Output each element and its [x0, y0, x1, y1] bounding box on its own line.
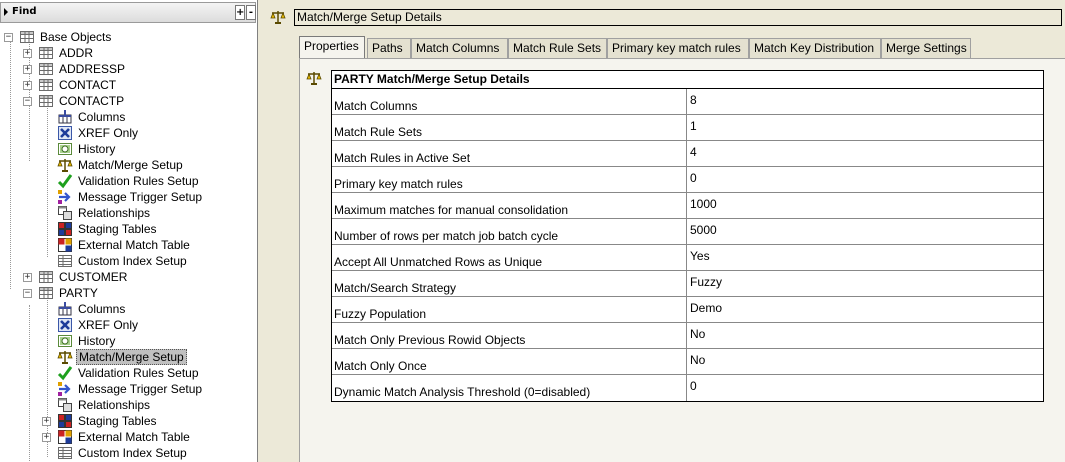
details-pane: [263, 0, 1065, 462]
history-icon: [57, 333, 73, 349]
property-value[interactable]: 8: [690, 93, 697, 107]
tree-label: Relationships: [78, 206, 151, 220]
table-icon: [38, 77, 54, 93]
expand-arrow-icon[interactable]: [4, 8, 8, 16]
property-name: Match/Search Strategy: [332, 271, 687, 296]
message-trigger-icon: [57, 381, 73, 397]
tree-label: XREF Only: [78, 318, 139, 332]
scales-icon: [306, 70, 322, 86]
collapse-toggle[interactable]: −: [5, 32, 12, 42]
property-name: Dynamic Match Analysis Threshold (0=disabled): [332, 375, 687, 401]
find-bar[interactable]: [0, 2, 256, 23]
tree-label: Message Trigger Setup: [78, 190, 203, 204]
tab-match-key-distribution[interactable]: Match Key Distribution: [749, 38, 881, 59]
table-icon: [38, 61, 54, 77]
property-name: Number of rows per match job batch cycle: [332, 219, 687, 244]
xref-icon: [57, 317, 73, 333]
staging-tables-icon: [57, 413, 73, 429]
table-row: [332, 141, 1043, 167]
property-name: Fuzzy Population: [332, 297, 687, 322]
tree-label: Custom Index Setup: [78, 446, 187, 460]
tree-label: Validation Rules Setup: [78, 366, 199, 380]
property-value[interactable]: 1000: [690, 197, 717, 211]
tree-label: Staging Tables: [78, 222, 157, 236]
expand-toggle[interactable]: +: [24, 48, 31, 58]
table-icon: [38, 285, 54, 301]
table-row: [332, 115, 1043, 141]
properties-panel: [299, 58, 1065, 462]
expand-all-button[interactable]: +: [236, 7, 245, 18]
tab-merge-settings[interactable]: Merge Settings: [881, 38, 971, 59]
table-row: [332, 349, 1043, 375]
expand-toggle[interactable]: +: [43, 416, 50, 426]
tree-label: PARTY: [59, 286, 98, 300]
index-icon: [57, 253, 73, 269]
tab-match-columns[interactable]: Match Columns: [411, 38, 508, 59]
index-icon: [57, 445, 73, 461]
page-title: Match/Merge Setup Details: [294, 9, 1062, 26]
tab-paths[interactable]: Paths: [367, 38, 411, 59]
external-match-icon: [57, 429, 73, 445]
history-icon: [57, 141, 73, 157]
tree-label: XREF Only: [78, 126, 139, 140]
staging-tables-icon: [57, 221, 73, 237]
xref-icon: [57, 125, 73, 141]
property-value[interactable]: 1: [690, 119, 697, 133]
property-name: Maximum matches for manual consolidation: [332, 193, 687, 218]
property-value[interactable]: 4: [690, 145, 697, 159]
tree-label: Relationships: [78, 398, 151, 412]
tree-label: Columns: [78, 110, 126, 124]
columns-icon: [57, 109, 73, 125]
scales-icon: [270, 9, 286, 25]
tree-label: CONTACT: [59, 78, 117, 92]
table-row: [332, 167, 1043, 193]
relationships-icon: [57, 397, 73, 413]
scales-icon: [57, 157, 73, 173]
property-value[interactable]: No: [690, 327, 706, 341]
collapse-toggle[interactable]: −: [24, 288, 31, 298]
property-value[interactable]: No: [690, 353, 706, 367]
tree-label: Columns: [78, 302, 126, 316]
property-name: Match Rules in Active Set: [332, 141, 687, 166]
table-icon: [19, 29, 35, 45]
table-icon: [38, 45, 54, 61]
relationships-icon: [57, 205, 73, 221]
tree-label: ADDRESSP: [59, 62, 126, 76]
table-icon: [38, 269, 54, 285]
property-name: Accept All Unmatched Rows as Unique: [332, 245, 687, 270]
external-match-icon: [57, 237, 73, 253]
checkmark-icon: [57, 365, 73, 381]
table-row: [332, 89, 1043, 115]
table-icon: [38, 93, 54, 109]
property-value[interactable]: Yes: [690, 249, 710, 263]
tab-primary-key-match-rules[interactable]: Primary key match rules: [607, 38, 749, 59]
message-trigger-icon: [57, 189, 73, 205]
schema-tree: [0, 29, 256, 462]
tree-label: CONTACTP: [59, 94, 125, 108]
find-label: Find: [12, 6, 37, 17]
property-name: Match Rule Sets: [332, 115, 687, 140]
tree-label: History: [78, 334, 116, 348]
properties-table: [331, 70, 1044, 402]
table-row: [332, 375, 1043, 401]
property-name: Match Only Once: [332, 349, 687, 374]
table-title: PARTY Match/Merge Setup Details: [332, 71, 1043, 89]
property-name: Primary key match rules: [332, 167, 687, 192]
property-value[interactable]: Fuzzy: [690, 275, 723, 289]
expand-toggle[interactable]: +: [43, 432, 50, 442]
property-name: Match Columns: [332, 89, 687, 114]
property-name: Match Only Previous Rowid Objects: [332, 323, 687, 348]
tab-match-rule-sets[interactable]: Match Rule Sets: [508, 38, 607, 59]
tree-label: Base Objects: [40, 30, 112, 44]
tab-properties[interactable]: Properties: [299, 36, 365, 59]
collapse-toggle[interactable]: −: [24, 96, 31, 106]
tree-label: CUSTOMER: [59, 270, 128, 284]
navigator-pane: [0, 0, 258, 462]
property-value[interactable]: Demo: [690, 301, 723, 315]
expand-toggle[interactable]: +: [24, 80, 31, 90]
tree-label: Validation Rules Setup: [78, 174, 199, 188]
table-row: [332, 193, 1043, 219]
tree-label: Staging Tables: [78, 414, 157, 428]
table-row: [332, 219, 1043, 245]
tree-label: Custom Index Setup: [78, 254, 187, 268]
tree-label: Message Trigger Setup: [78, 382, 203, 396]
table-row: [332, 297, 1043, 323]
tree-label: ADDR: [59, 46, 94, 60]
expand-toggle[interactable]: +: [24, 272, 31, 282]
tree-label: Match/Merge Setup: [78, 158, 183, 172]
columns-icon: [57, 301, 73, 317]
checkmark-icon: [57, 173, 73, 189]
tree-label: External Match Table: [78, 430, 190, 444]
table-row: [332, 245, 1043, 271]
table-row: [332, 323, 1043, 349]
table-row: [332, 271, 1043, 297]
collapse-all-button[interactable]: -: [246, 5, 256, 20]
tree-label: Match/Merge Setup: [76, 349, 187, 365]
property-value[interactable]: 0: [690, 379, 697, 393]
property-value[interactable]: 0: [690, 171, 697, 185]
expand-toggle[interactable]: +: [24, 64, 31, 74]
tree-label: External Match Table: [78, 238, 190, 252]
scales-icon: [57, 349, 73, 365]
property-value[interactable]: 5000: [690, 223, 717, 237]
tree-label: History: [78, 142, 116, 156]
